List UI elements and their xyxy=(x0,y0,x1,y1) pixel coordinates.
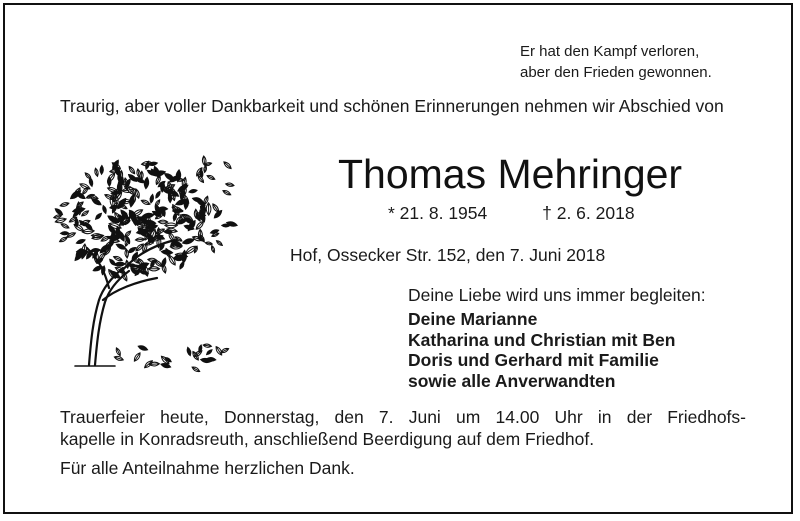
motto-line-2: aber den Frieden gewonnen. xyxy=(520,64,712,81)
mourners-lead: Deine Liebe wird uns immer begleiten: xyxy=(408,285,706,305)
mourner-name: Doris und Gerhard mit Familie xyxy=(408,350,659,370)
mourner-name: Katharina und Christian mit Ben xyxy=(408,329,676,350)
service-line-1: Trauerfeier heute, Donnerstag, den 7. Juni um 14.00 Uhr in der Friedhofs- xyxy=(60,407,746,427)
motto-line-1: Er hat den Kampf verloren, xyxy=(520,43,700,60)
mourners-names xyxy=(408,309,706,391)
deceased-name: Thomas Mehringer xyxy=(338,151,683,197)
windblown-tree-icon xyxy=(45,150,240,390)
birth-date: * 21. 8. 1954 xyxy=(388,203,488,223)
intro-text: Traurig, aber voller Dankbarkeit und schönen Erinnerungen nehmen wir Abschied von xyxy=(60,96,724,116)
death-date: † 2. 6. 2018 xyxy=(542,203,635,223)
life-dates xyxy=(388,203,635,224)
motto xyxy=(520,41,712,83)
place-and-date: Hof, Ossecker Str. 152, den 7. Juni 2018 xyxy=(290,245,606,265)
mourner-name: Deine Marianne xyxy=(408,309,538,329)
mourner-name: sowie alle Anverwandten xyxy=(408,370,616,391)
funeral-service-info xyxy=(60,406,746,450)
mourners-block xyxy=(408,284,706,391)
tree-trunk xyxy=(75,240,175,366)
tree-foliage xyxy=(53,159,211,282)
service-line-2: kapelle in Konradsreuth, anschließend Beerdigung auf dem Friedhof. xyxy=(60,429,595,449)
thanks-line: Für alle Anteilnahme herzlichen Dank. xyxy=(60,458,355,478)
